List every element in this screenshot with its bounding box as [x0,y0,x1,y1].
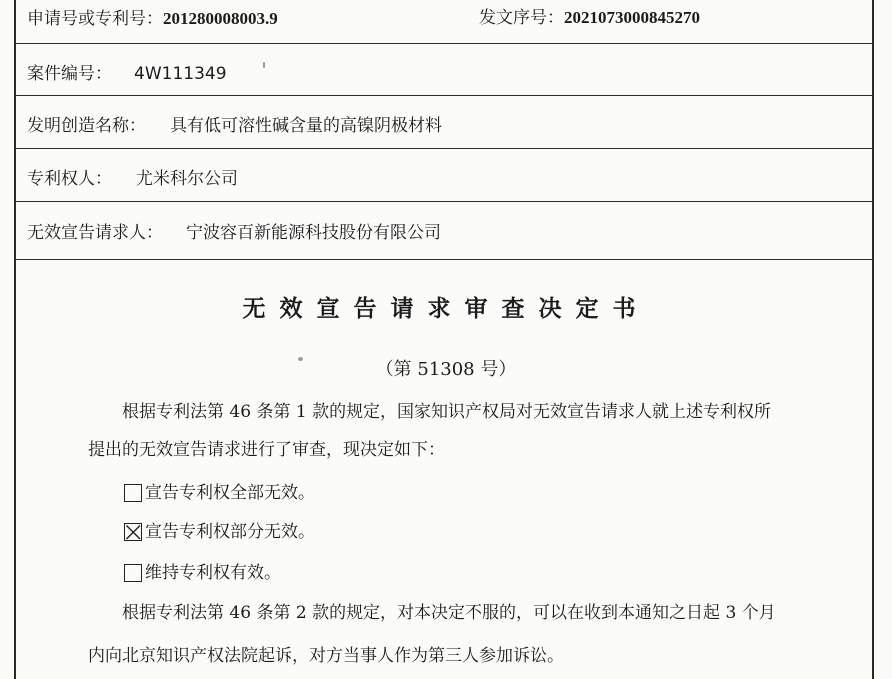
appeal-paragraph-line-2: 内向北京知识产权法院起诉，对方当事人作为第三人参加诉讼。 [88,646,564,666]
serial-number-value: 2021073000845270 [564,8,700,27]
divider-line [14,259,874,260]
invention-title-label: 发明创造名称： [27,116,146,136]
option-maintain-validity [124,562,281,584]
serial-number-label: 发文序号： [479,8,564,28]
checked-box-icon [124,523,142,541]
page-left-border [14,0,16,679]
application-number-field [27,9,278,29]
option-label: 宣告专利权部分无效。 [145,522,315,542]
patentee-label: 专利权人： [27,169,112,189]
intro-paragraph-line-1: 根据专利法第 46 条第 1 款的规定，国家知识产权局对无效宣告请求人就上述专利权所 [122,402,772,422]
scan-speck [263,62,265,68]
unchecked-box-icon [124,564,142,582]
serial-number-field [479,8,700,28]
case-number-label: 案件编号： [27,64,112,84]
divider-line [14,201,874,202]
appeal-paragraph-line-1: 根据专利法第 46 条第 2 款的规定，对本决定不服的，可以在收到本通知之日起 3 个月 [122,603,776,623]
application-number-label: 申请号或专利号： [27,9,163,29]
option-label: 维持专利权有效。 [145,563,281,583]
application-number-value: 201280008003.9 [163,9,278,28]
divider-line [14,43,874,44]
unchecked-box-icon [124,484,142,502]
decision-number: （第 51308 号） [375,359,517,380]
case-number-value: 4W111349 [134,64,227,84]
page-right-border [872,0,874,679]
invention-title-value: 具有低可溶性碱含量的高镍阴极材料 [170,116,442,136]
requester-value: 宁波容百新能源科技股份有限公司 [186,223,441,243]
option-label: 宣告专利权全部无效。 [145,483,315,503]
intro-paragraph-line-2: 提出的无效宣告请求进行了审查，现决定如下： [88,440,445,460]
requester-label: 无效宣告请求人： [27,223,163,243]
option-partial-invalidation [124,521,315,543]
option-full-invalidation [124,482,315,504]
document-title: 无效宣告请求审查决定书 [242,296,650,322]
scan-speck [298,357,303,361]
divider-line [14,95,874,96]
divider-line [14,148,874,149]
patentee-value: 尤米科尔公司 [136,169,238,189]
